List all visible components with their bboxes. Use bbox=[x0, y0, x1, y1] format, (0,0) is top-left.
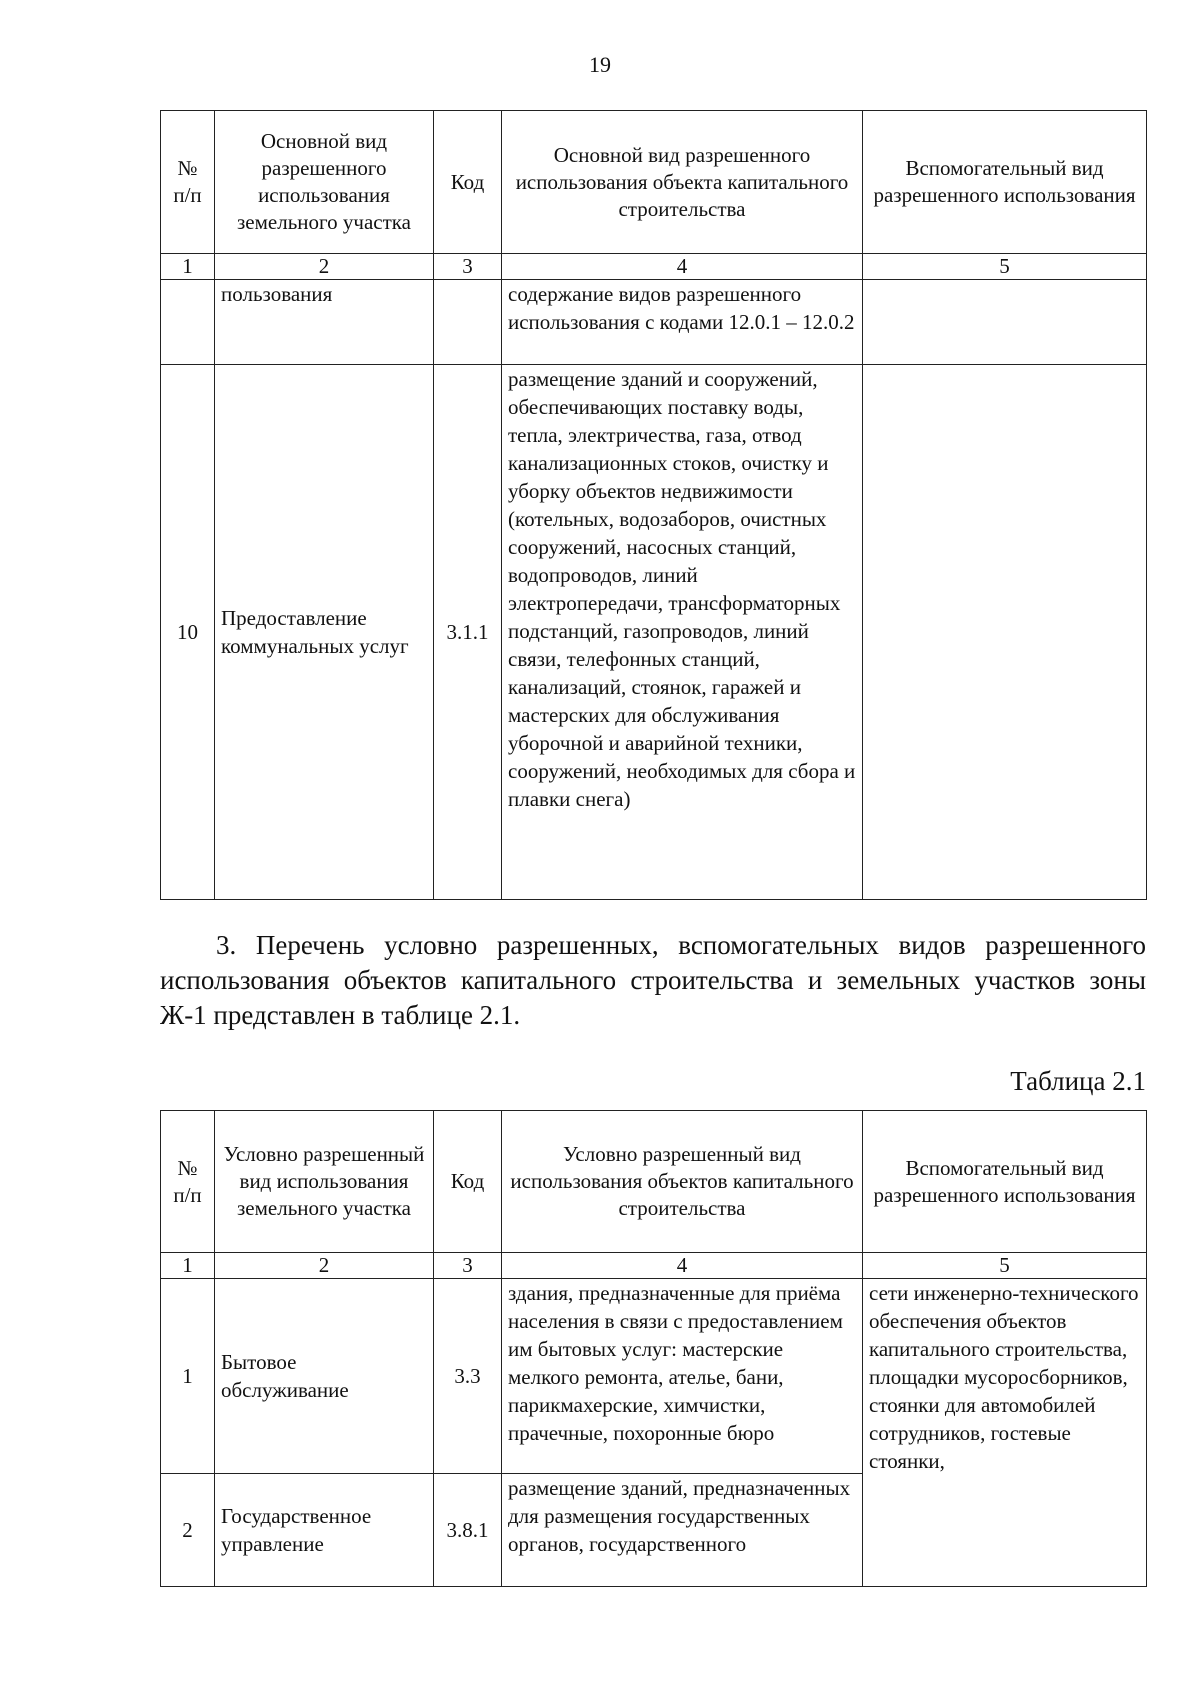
row-auxiliary bbox=[863, 365, 1147, 900]
col-number: 3 bbox=[434, 1253, 502, 1279]
table-header-row bbox=[161, 111, 1147, 254]
header-land-use: Условно разрешенный вид использования земельного участка bbox=[215, 1111, 434, 1253]
table-row bbox=[161, 365, 1147, 900]
header-number: № п/п bbox=[161, 111, 215, 254]
col-number: 2 bbox=[215, 1253, 434, 1279]
header-auxiliary-use: Вспомогательный вид разрешенного использования bbox=[863, 1111, 1147, 1253]
header-building-use: Условно разрешенный вид использования объектов капитального строительства bbox=[502, 1111, 863, 1253]
row-code: 3.3 bbox=[434, 1279, 502, 1474]
row-number bbox=[161, 280, 215, 365]
table-header-row bbox=[161, 1111, 1147, 1253]
header-auxiliary-use: Вспомогательный вид разрешенного использования bbox=[863, 111, 1147, 254]
column-number-row bbox=[161, 1253, 1147, 1279]
section-paragraph: 3. Перечень условно разрешенных, вспомогательных видов разрешенного использования объектов капитального строительства и земельных участков зоны Ж-1 представлен в таблице 2.1. bbox=[160, 930, 1146, 1030]
table-row bbox=[161, 280, 1147, 365]
row-number: 2 bbox=[161, 1474, 215, 1587]
col-number: 1 bbox=[161, 254, 215, 280]
row-land-use: пользования bbox=[215, 280, 434, 365]
row-auxiliary-shared: сети инженерно-технического обеспечения объектов капитального строительства, площадки мусоросборников, стоянки для автомобилей сотрудников, гостевые стоянки, bbox=[863, 1279, 1147, 1587]
row-land-use: Предоставление коммунальных услуг bbox=[215, 365, 434, 900]
col-number: 2 bbox=[215, 254, 434, 280]
row-description: размещение зданий, предназначенных для размещения государственных органов, государственного bbox=[502, 1474, 863, 1587]
row-auxiliary bbox=[863, 280, 1147, 365]
table-row bbox=[161, 1279, 1147, 1474]
row-code bbox=[434, 280, 502, 365]
conditional-use-table bbox=[160, 1110, 1147, 1587]
row-land-use: Бытовое обслуживание bbox=[215, 1279, 434, 1474]
row-code: 3.1.1 bbox=[434, 365, 502, 900]
row-number: 1 bbox=[161, 1279, 215, 1474]
row-code: 3.8.1 bbox=[434, 1474, 502, 1587]
row-land-use: Государственное управление bbox=[215, 1474, 434, 1587]
row-description: размещение зданий и сооружений, обеспечивающих поставку воды, тепла, электричества, газа, отвод канализационных стоков, очистку и уборку объектов недвижимости (котельных, водозаборов, очистных сооружений, насосных станций, водопроводов, линий электропередачи, трансформаторных подстанций, газопроводов, линий связи, телефонных станций, канализаций, стоянок, гаражей и мастерских для обслуживания уборочной и аварийной техники, сооружений, необходимых для сбора и плавки снега) bbox=[502, 365, 863, 900]
header-building-use: Основной вид разрешенного использования объекта капитального строительства bbox=[502, 111, 863, 254]
column-number-row bbox=[161, 254, 1147, 280]
header-code: Код bbox=[434, 1111, 502, 1253]
header-number: № п/п bbox=[161, 1111, 215, 1253]
row-number: 10 bbox=[161, 365, 215, 900]
col-number: 4 bbox=[502, 254, 863, 280]
col-number: 1 bbox=[161, 1253, 215, 1279]
header-land-use: Основной вид разрешенного использования земельного участка bbox=[215, 111, 434, 254]
row-description: содержание видов разрешенного использования с кодами 12.0.1 – 12.0.2 bbox=[502, 280, 863, 365]
permitted-use-table-main bbox=[160, 110, 1147, 900]
col-number: 5 bbox=[863, 254, 1147, 280]
header-code: Код bbox=[434, 111, 502, 254]
table-caption: Таблица 2.1 bbox=[1010, 1066, 1146, 1096]
col-number: 5 bbox=[863, 1253, 1147, 1279]
row-description: здания, предназначенные для приёма населения в связи с предоставлением им бытовых услуг: мастерские мелкого ремонта, ателье, бани, парикмахерские, химчистки, прачечные, похоронные бюро bbox=[502, 1279, 863, 1474]
page-number: 19 bbox=[589, 52, 611, 77]
col-number: 3 bbox=[434, 254, 502, 280]
col-number: 4 bbox=[502, 1253, 863, 1279]
